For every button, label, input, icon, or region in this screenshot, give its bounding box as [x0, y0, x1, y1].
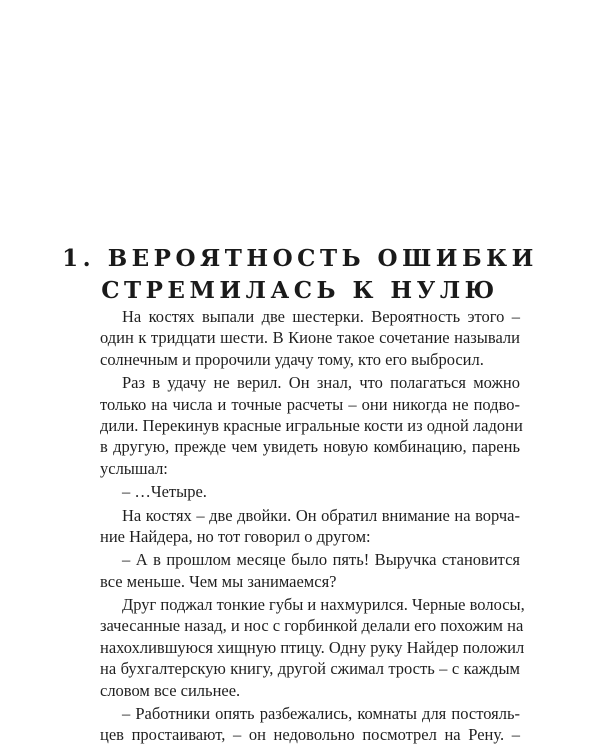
text-line: услышал:	[100, 458, 168, 478]
paragraph-6	[100, 594, 525, 701]
paragraph-1	[100, 306, 520, 370]
chapter-title	[60, 243, 540, 307]
text-line: – Работники опять разбежались, комнаты для постояль-	[122, 704, 520, 724]
text-line: только на числа и точные расчеты – они никогда не подво-	[100, 394, 520, 414]
text-line: словом все сильнее.	[100, 680, 241, 700]
chapter-body	[100, 306, 525, 748]
paragraph-7	[100, 703, 520, 746]
text-line: Раз в удачу не верил. Он знал, что полагаться можно	[122, 373, 520, 393]
text-line: на бухгалтерскую книгу, другой сжимал трость – с каждым	[100, 659, 520, 679]
text-line: – …Четыре.	[122, 482, 207, 502]
text-line: нахохлившуюся хищную птицу. Одну руку Найдер положил	[100, 637, 525, 657]
chapter-title-line-2: СТРЕМИЛАСЬ К НУЛЮ	[101, 277, 499, 304]
text-line: солнечным и пророчили удачу тому, кто его выбросил.	[100, 349, 484, 369]
text-line: дили. Перекинув красные игральные кости из одной ладони	[100, 415, 523, 435]
text-line: в другую, прежде чем увидеть новую комбинацию, парень	[100, 437, 520, 457]
text-line: зачесанные назад, и нос с горбинкой делали его похожим на	[100, 616, 524, 636]
paragraph-2	[100, 372, 523, 479]
chapter-title-line-1: 1. ВЕРОЯТНОСТЬ ОШИБКИ	[62, 245, 538, 272]
text-line: цев простаивают, – он недовольно посмотрел на Рену. –	[100, 725, 520, 745]
paragraph-4	[100, 505, 520, 548]
text-line: На костях – две двойки. Он обратил внимание на ворча-	[122, 505, 520, 525]
paragraph-3	[100, 481, 520, 502]
text-line: Друг поджал тонкие губы и нахмурился. Черные волосы,	[122, 595, 525, 615]
text-line: все меньше. Чем мы занимаемся?	[100, 571, 337, 591]
text-line: На костях выпали две шестерки. Вероятность этого –	[122, 307, 520, 326]
text-line: ние Найдера, но тот говорил о другом:	[100, 526, 371, 546]
text-line: – А в прошлом месяце было пять! Выручка становится	[122, 550, 520, 570]
text-line: один к тридцати шести. В Кионе такое сочетание называли	[100, 328, 520, 348]
paragraph-5	[100, 549, 520, 592]
